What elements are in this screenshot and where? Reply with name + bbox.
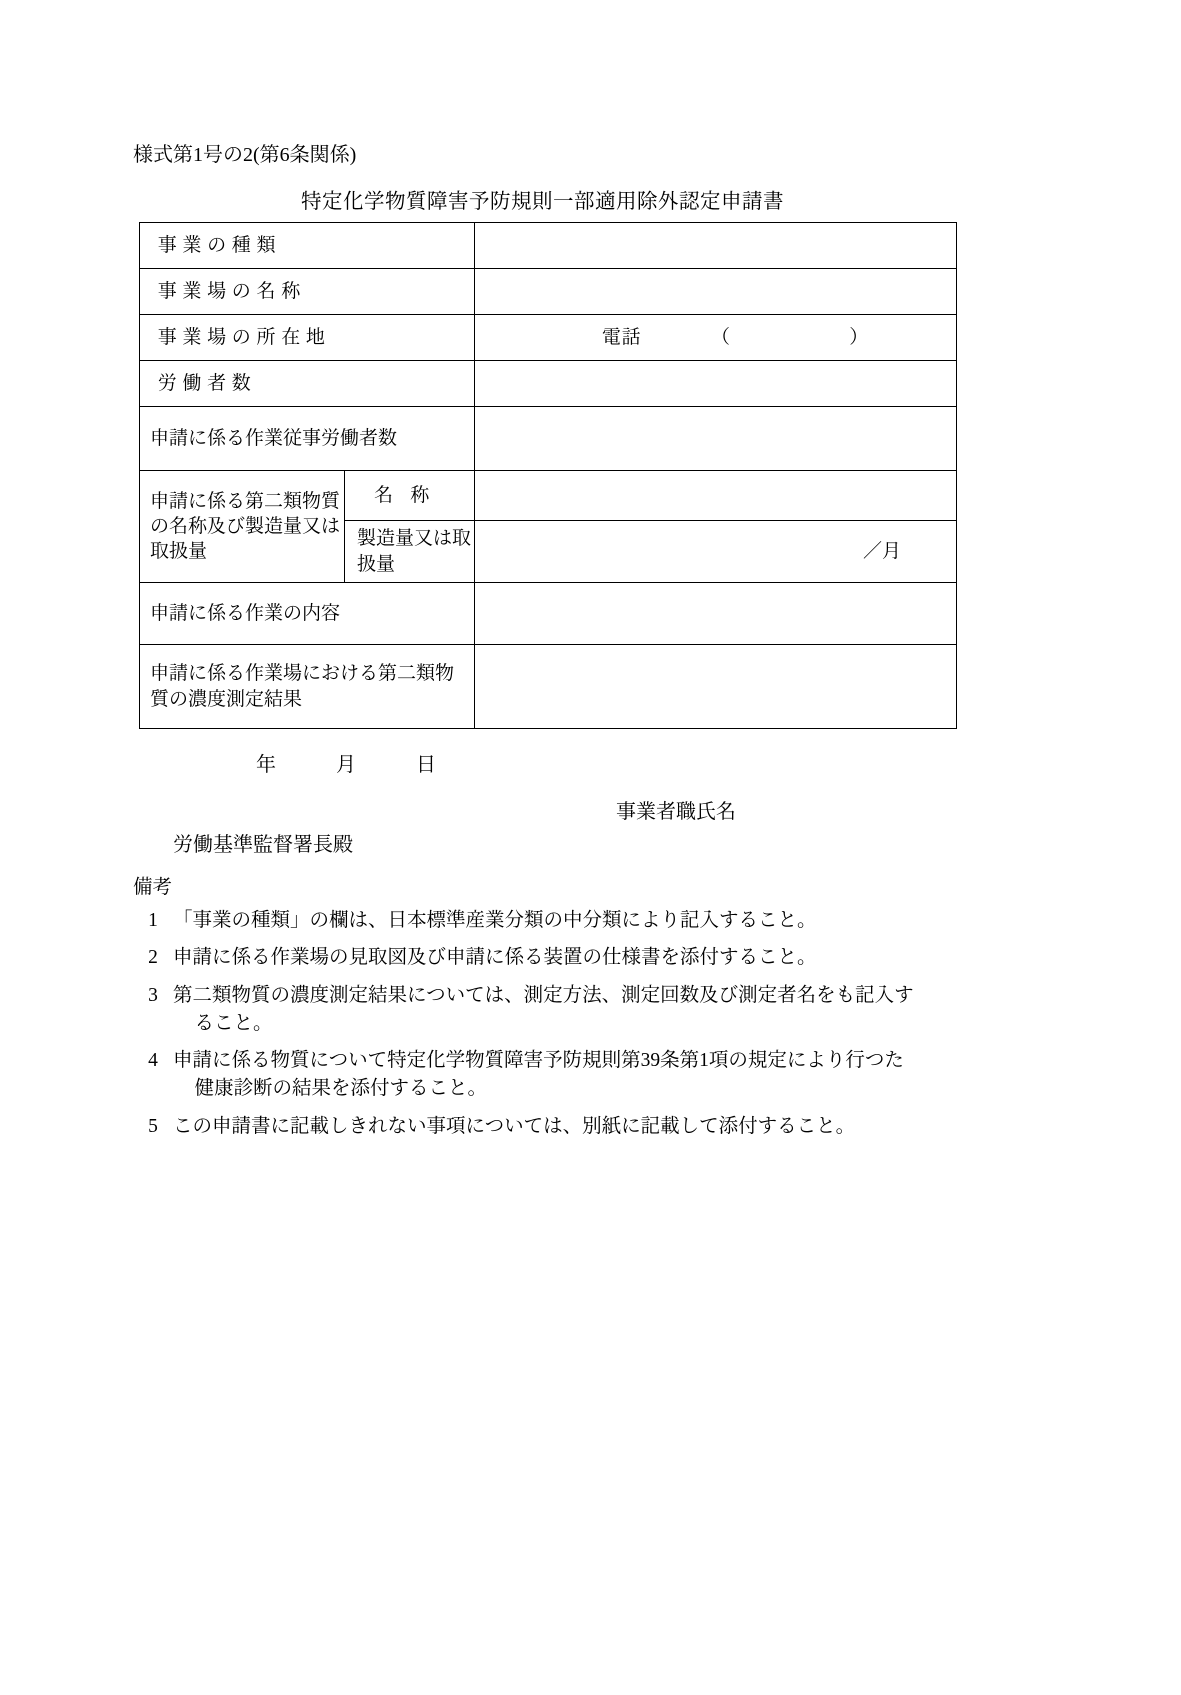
- row-value-substance-amount[interactable]: [475, 521, 957, 583]
- row-value-applicable-workers[interactable]: [475, 407, 957, 471]
- table-row: [140, 315, 957, 361]
- row-label-workplace-name: 事業場の名称: [140, 269, 475, 315]
- row-value-workplace-name[interactable]: [475, 269, 957, 315]
- note-text-line: 第二類物質の濃度測定結果については、測定方法、測定回数及び測定者名をも記入す: [173, 984, 914, 1006]
- note-number: 2: [148, 947, 158, 969]
- row-label-substance-name: 名称: [345, 471, 475, 521]
- note-item: [133, 1047, 1033, 1104]
- note-text-continuation: ること。: [194, 1012, 273, 1034]
- table-row: [140, 223, 957, 269]
- application-form-table: [139, 222, 957, 729]
- table-row: [140, 471, 957, 521]
- row-value-substance-name[interactable]: [475, 471, 957, 521]
- addressee-label: 労働基準監督署長殿: [173, 834, 353, 856]
- note-text: [173, 1047, 1033, 1104]
- row-label-concentration-result: 申請に係る作業場における第二類物質の濃度測定結果: [140, 645, 475, 729]
- row-label-work-content: 申請に係る作業の内容: [140, 583, 475, 645]
- row-label-worker-count: 労働者数: [140, 361, 475, 407]
- row-label-workplace-address: 事業場の所在地: [140, 315, 475, 361]
- per-month-unit: ／月: [862, 540, 901, 562]
- row-value-workplace-address[interactable]: [475, 315, 957, 361]
- note-text-continuation: 健康診断の結果を添付すること。: [194, 1078, 487, 1100]
- note-number: 1: [148, 910, 158, 931]
- note-text: [173, 907, 1033, 935]
- row-value-worker-count[interactable]: [475, 361, 957, 407]
- table-row: [140, 269, 957, 315]
- table-row: [140, 645, 957, 729]
- notes-title: 備考: [133, 877, 173, 898]
- note-text: [173, 1113, 1033, 1141]
- row-label-substance-amount: 製造量又は取扱量: [345, 521, 475, 583]
- row-label-substance-group: 申請に係る第二類物質の名称及び製造量又は取扱量: [140, 471, 345, 583]
- note-item: [133, 944, 1033, 972]
- note-item: [133, 982, 1033, 1039]
- note-number: 4: [148, 1050, 158, 1072]
- note-text-line: この申請書に記載しきれない事項については、別紙に記載して添付すること。: [173, 1115, 856, 1137]
- note-text-line: 申請に係る作業場の見取図及び申請に係る装置の仕様書を添付すること。: [173, 947, 817, 969]
- note-text-line: 「事業の種類」の欄は、日本標準産業分類の中分類により記入すること。: [173, 910, 817, 931]
- row-value-work-content[interactable]: [475, 583, 957, 645]
- note-number: 3: [148, 984, 158, 1006]
- row-value-concentration-result[interactable]: [475, 645, 957, 729]
- applicant-name-label: 事業者職氏名: [616, 801, 736, 823]
- row-label-applicable-workers: 申請に係る作業従事労働者数: [140, 407, 475, 471]
- note-item: [133, 907, 1033, 935]
- form-number: 様式第1号の2(第6条関係): [133, 144, 357, 166]
- note-item: [133, 1113, 1033, 1141]
- note-number: 5: [148, 1115, 158, 1137]
- notes-section: [133, 871, 1033, 1150]
- note-text: [173, 982, 1033, 1039]
- page-title: 特定化学物質障害予防規則一部適用除外認定申請書: [301, 191, 784, 213]
- row-label-business-type: 事業の種類: [140, 223, 475, 269]
- table-row: [140, 583, 957, 645]
- note-text-line: 申請に係る物質について特定化学物質障害予防規則第39条第1項の規定により行つた: [173, 1050, 904, 1072]
- table-row: [140, 361, 957, 407]
- note-text: [173, 944, 1033, 972]
- row-value-business-type[interactable]: [475, 223, 957, 269]
- phone-field-label: 電話 （ ）: [601, 326, 870, 348]
- table-row: [140, 407, 957, 471]
- date-line[interactable]: 年 月 日: [256, 754, 436, 776]
